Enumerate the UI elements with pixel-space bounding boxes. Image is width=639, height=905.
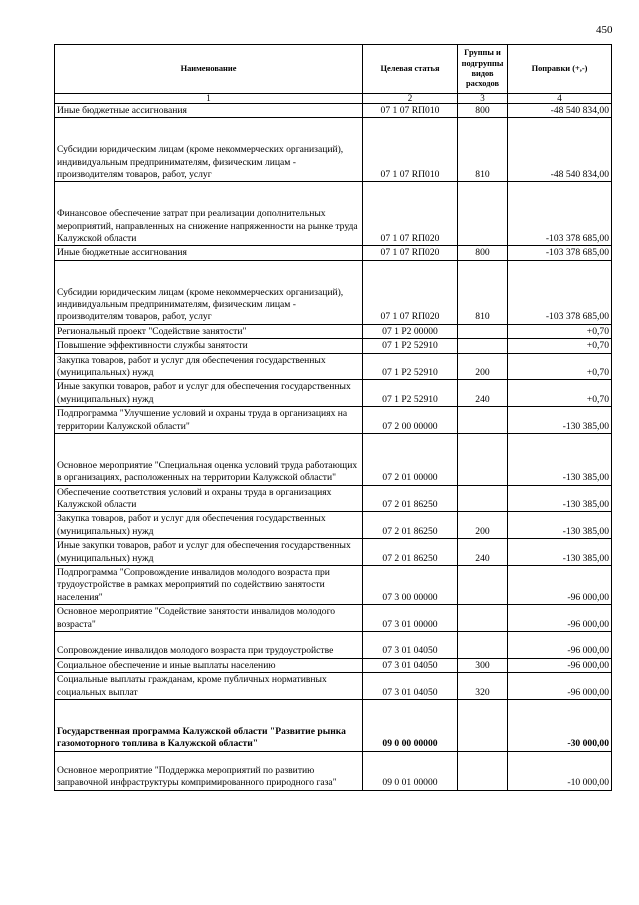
- table-row: [55, 246, 612, 260]
- row-code-cell: 07 1 P2 00000: [363, 324, 458, 338]
- row-amount-cell: -10 000,00: [508, 751, 612, 790]
- row-name-cell: Иные бюджетные ассигнования: [55, 246, 363, 260]
- row-code-cell: 07 1 P2 52910: [363, 339, 458, 353]
- row-group-cell: 320: [458, 673, 508, 700]
- row-group-cell: [458, 631, 508, 658]
- row-group-cell: [458, 339, 508, 353]
- row-amount-cell: +0,70: [508, 380, 612, 407]
- row-group-cell: 300: [458, 658, 508, 672]
- page-number: 450: [596, 24, 613, 36]
- row-name-cell: Иные закупки товаров, работ и услуг для обеспечения государственных (муниципальных) нужд: [55, 380, 363, 407]
- row-code-cell: 07 2 01 00000: [363, 433, 458, 485]
- row-code-cell: 07 1 P2 52910: [363, 353, 458, 380]
- column-numbers-row: [55, 94, 612, 104]
- row-code-cell: 07 3 01 04050: [363, 658, 458, 672]
- column-number: 1: [55, 94, 363, 104]
- row-code-cell: 07 2 01 86250: [363, 539, 458, 566]
- row-name-cell: Основное мероприятие "Содействие занятости инвалидов молодого возраста": [55, 605, 363, 632]
- row-amount-cell: -130 385,00: [508, 512, 612, 539]
- row-group-cell: 200: [458, 512, 508, 539]
- row-group-cell: 800: [458, 104, 508, 118]
- row-amount-cell: -48 540 834,00: [508, 104, 612, 118]
- header-group: Группы и подгруппы видов расходов: [458, 45, 508, 94]
- table-row: [55, 658, 612, 672]
- table-row: [55, 673, 612, 700]
- row-amount-cell: -48 540 834,00: [508, 118, 612, 182]
- row-group-cell: [458, 699, 508, 751]
- table-row: [55, 565, 612, 604]
- row-code-cell: 09 0 00 00000: [363, 699, 458, 751]
- row-name-cell: Сопровождение инвалидов молодого возраста при трудоустройстве: [55, 631, 363, 658]
- table-header-row: [55, 45, 612, 94]
- row-group-cell: [458, 751, 508, 790]
- table-body: [55, 104, 612, 791]
- table-row: [55, 118, 612, 182]
- row-name-cell: Региональный проект "Содействие занятости": [55, 324, 363, 338]
- column-number: 2: [363, 94, 458, 104]
- table-row: [55, 699, 612, 751]
- row-group-cell: [458, 565, 508, 604]
- row-code-cell: 07 1 P2 52910: [363, 380, 458, 407]
- row-name-cell: Основное мероприятие "Специальная оценка условий труда работающих в организациях, расположенных на территории Калужской области": [55, 433, 363, 485]
- row-group-cell: 810: [458, 118, 508, 182]
- row-code-cell: 07 3 01 04050: [363, 673, 458, 700]
- row-name-cell: Финансовое обеспечение затрат при реализации дополнительных мероприятий, направленных на снижение напряженности на рынке труда Калужской области: [55, 182, 363, 246]
- row-amount-cell: -130 385,00: [508, 433, 612, 485]
- row-name-cell: Подпрограмма "Сопровождение инвалидов молодого возраста при трудоустройстве в рамках мероприятий по содействию занятости населения": [55, 565, 363, 604]
- row-group-cell: 810: [458, 260, 508, 324]
- row-name-cell: Субсидии юридическим лицам (кроме некоммерческих организаций), индивидуальным предпринимателям, физическим лицам - производителям товаров, работ, услуг: [55, 118, 363, 182]
- table-row: [55, 539, 612, 566]
- table-row: [55, 433, 612, 485]
- row-name-cell: Подпрограмма "Улучшение условий и охраны труда в организациях на территории Калужской области": [55, 407, 363, 434]
- table-row: [55, 485, 612, 512]
- row-amount-cell: -30 000,00: [508, 699, 612, 751]
- row-name-cell: Повышение эффективности службы занятости: [55, 339, 363, 353]
- row-name-cell: Социальные выплаты гражданам, кроме публичных нормативных социальных выплат: [55, 673, 363, 700]
- row-amount-cell: -96 000,00: [508, 605, 612, 632]
- row-name-cell: Субсидии юридическим лицам (кроме некоммерческих организаций), индивидуальным предпринимателям, физическим лицам - производителям товаров, работ, услуг: [55, 260, 363, 324]
- row-amount-cell: -103 378 685,00: [508, 246, 612, 260]
- row-code-cell: 07 1 07 RП020: [363, 182, 458, 246]
- row-code-cell: 07 3 00 00000: [363, 565, 458, 604]
- row-group-cell: 240: [458, 539, 508, 566]
- row-name-cell: Обеспечение соответствия условий и охраны труда в организациях Калужской области: [55, 485, 363, 512]
- row-name-cell: Закупка товаров, работ и услуг для обеспечения государственных (муниципальных) нужд: [55, 512, 363, 539]
- row-group-cell: [458, 407, 508, 434]
- budget-table: [54, 44, 612, 791]
- row-name-cell: Закупка товаров, работ и услуг для обеспечения государственных (муниципальных) нужд: [55, 353, 363, 380]
- row-group-cell: [458, 433, 508, 485]
- row-group-cell: [458, 485, 508, 512]
- table-row: [55, 182, 612, 246]
- row-amount-cell: -130 385,00: [508, 407, 612, 434]
- table-row: [55, 407, 612, 434]
- row-amount-cell: -103 378 685,00: [508, 260, 612, 324]
- table-row: [55, 380, 612, 407]
- table-row: [55, 353, 612, 380]
- row-code-cell: 07 1 07 RП020: [363, 260, 458, 324]
- row-amount-cell: -130 385,00: [508, 539, 612, 566]
- table-row: [55, 512, 612, 539]
- row-code-cell: 07 2 00 00000: [363, 407, 458, 434]
- row-code-cell: 07 1 07 RП020: [363, 246, 458, 260]
- row-name-cell: Государственная программа Калужской области "Развитие рынка газомоторного топлива в Калужской области": [55, 699, 363, 751]
- table-row: [55, 104, 612, 118]
- column-number: 4: [508, 94, 612, 104]
- row-name-cell: Социальное обеспечение и иные выплаты населению: [55, 658, 363, 672]
- row-group-cell: 800: [458, 246, 508, 260]
- row-code-cell: 07 2 01 86250: [363, 485, 458, 512]
- row-code-cell: 07 2 01 86250: [363, 512, 458, 539]
- row-amount-cell: +0,70: [508, 339, 612, 353]
- row-amount-cell: -96 000,00: [508, 631, 612, 658]
- table-row: [55, 605, 612, 632]
- table-row: [55, 631, 612, 658]
- table-row: [55, 751, 612, 790]
- row-group-cell: [458, 324, 508, 338]
- table-row: [55, 339, 612, 353]
- row-code-cell: 07 1 07 RП010: [363, 104, 458, 118]
- table-row: [55, 260, 612, 324]
- row-group-cell: 240: [458, 380, 508, 407]
- row-amount-cell: +0,70: [508, 324, 612, 338]
- row-code-cell: 07 3 01 04050: [363, 631, 458, 658]
- column-number: 3: [458, 94, 508, 104]
- row-name-cell: Основное мероприятие "Поддержка мероприятий по развитию заправочной инфраструктуры компримированного природного газа": [55, 751, 363, 790]
- header-name: Наименование: [55, 45, 363, 94]
- header-code: Целевая статья: [363, 45, 458, 94]
- row-name-cell: Иные закупки товаров, работ и услуг для обеспечения государственных (муниципальных) нужд: [55, 539, 363, 566]
- row-amount-cell: -103 378 685,00: [508, 182, 612, 246]
- row-name-cell: Иные бюджетные ассигнования: [55, 104, 363, 118]
- row-code-cell: 09 0 01 00000: [363, 751, 458, 790]
- row-code-cell: 07 3 01 00000: [363, 605, 458, 632]
- row-amount-cell: -130 385,00: [508, 485, 612, 512]
- row-amount-cell: -96 000,00: [508, 658, 612, 672]
- row-group-cell: 200: [458, 353, 508, 380]
- row-amount-cell: -96 000,00: [508, 565, 612, 604]
- row-code-cell: 07 1 07 RП010: [363, 118, 458, 182]
- row-group-cell: [458, 182, 508, 246]
- header-amount: Поправки (+,-): [508, 45, 612, 94]
- table-row: [55, 324, 612, 338]
- row-amount-cell: +0,70: [508, 353, 612, 380]
- row-amount-cell: -96 000,00: [508, 673, 612, 700]
- row-group-cell: [458, 605, 508, 632]
